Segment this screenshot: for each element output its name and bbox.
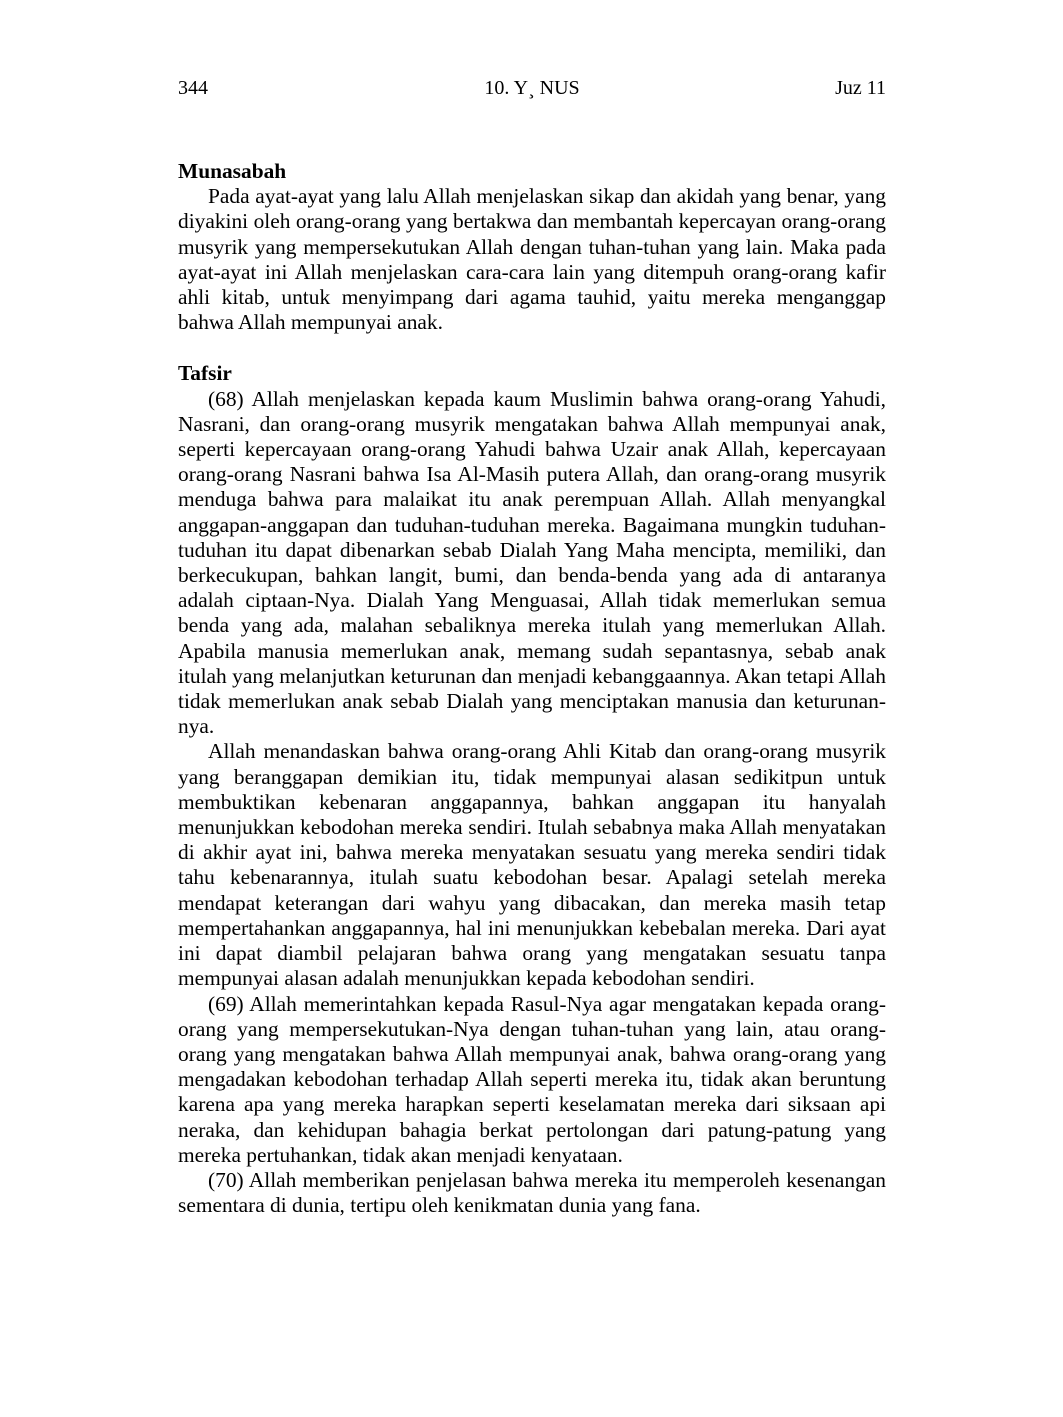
tafsir-heading: Tafsir xyxy=(178,361,232,386)
page-number: 344 xyxy=(178,77,208,99)
section-spacer xyxy=(178,335,886,361)
document-page xyxy=(178,0,886,1417)
tafsir-paragraph-68: (68) Allah menjelaskan kepada kaum Muslimin bahwa orang-orang Yahudi, Nasrani, dan orang-orang musyrik mengatakan bahwa Allah mempunyai anak, seperti kepercayaan orang-orang Yahudi bahwa Uzair anak Allah, kepercayaan orang-orang Nasrani bahwa Isa Al-Masih putera Allah, dan orang-orang musyrik menduga bahwa para malaikat itu anak perempuan Allah. Allah menyangkal anggapan-anggapan dan tuduhan-tuduhan mereka. Bagaimana mungkin tuduhan-tuduhan itu dapat dibenarkan sebab Dialah Yang Maha mencipta, memiliki, dan berkecukupan, bahkan langit, bumi, dan benda-benda yang ada di antaranya adalah ciptaan-Nya. Dialah Yang Menguasai, Allah tidak memerlukan semua benda yang ada, malahan sebaliknya mereka itulah yang memerlukan Allah. Apabila manusia memerlukan anak, memang sudah sepantasnya, sebab anak itulah yang melanjutkan keturunan dan menjadi kebanggaannya. Akan tetapi Allah tidak memerlukan anak sebab Dialah yang menciptakan manusia dan keturunan-nya. xyxy=(178,386,886,739)
tafsir-paragraph-68-continued: Allah menandaskan bahwa orang-orang Ahli Kitab dan orang-orang musyrik yang beranggapan demikian itu, tidak mempunyai alasan sedikitpun untuk membuktikan kebenaran anggapannya, bahkan anggapan itu hanyalah menunjukkan kebodohan mereka sendiri. Itulah sebabnya maka Allah menyatakan di akhir ayat ini, bahwa mereka menyatakan sesuatu yang mereka sendiri tidak tahu kebenarannya, itulah suatu kebodohan besar. Apalagi setelah mereka mendapat keterangan dari wahyu yang dibacakan, dan mereka masih tetap mempertahankan anggapannya, hal ini menunjukkan kebebalan mereka. Dari ayat ini dapat diambil pelajaran bahwa orang yang mengatakan sesuatu tanpa mempunyai alasan adalah menunjukkan kepada kebodohan sendiri. xyxy=(178,739,886,991)
page-content xyxy=(178,159,886,1218)
tafsir-paragraph-69: (69) Allah memerintahkan kepada Rasul-Nya agar mengatakan kepada orang-orang yang mempersekutukan-Nya dengan tuhan-tuhan yang lain, atau orang-orang yang mengatakan bahwa Allah mempunyai anak, bahwa orang-orang yang mengadakan kebodohan terhadap Allah seperti mereka itu, tidak akan beruntung karena apa yang mereka harapkan seperti keselamatan mereka dari siksaan api neraka, dan kehidupan bahagia berkat pertolongan dari patung-patung yang mereka pertuhankan, tidak akan menjadi kenyataan. xyxy=(178,991,886,1167)
chapter-title: 10. Y¸ NUS xyxy=(484,77,580,99)
running-header xyxy=(178,76,886,100)
tafsir-paragraph-70: (70) Allah memberikan penjelasan bahwa mereka itu memperoleh kesenangan sementara di dunia, tertipu oleh kenikmatan dunia yang fana. xyxy=(178,1167,886,1218)
munasabah-heading: Munasabah xyxy=(178,159,287,183)
juz-label: Juz 11 xyxy=(835,77,886,99)
munasabah-paragraph: Pada ayat-ayat yang lalu Allah menjelaskan sikap dan akidah yang benar, yang diyakini oleh orang-orang yang bertakwa dan membantah kepercayan orang-orang musyrik yang mempersekutukan Allah dengan tuhan-tuhan yang lain. Maka pada ayat-ayat ini Allah menjelaskan cara-cara lain yang ditempuh orang-orang kafir ahli kitab, untuk menyimpang dari agama tauhid, yaitu mereka menganggap bahwa Allah mempunyai anak. xyxy=(178,184,886,335)
